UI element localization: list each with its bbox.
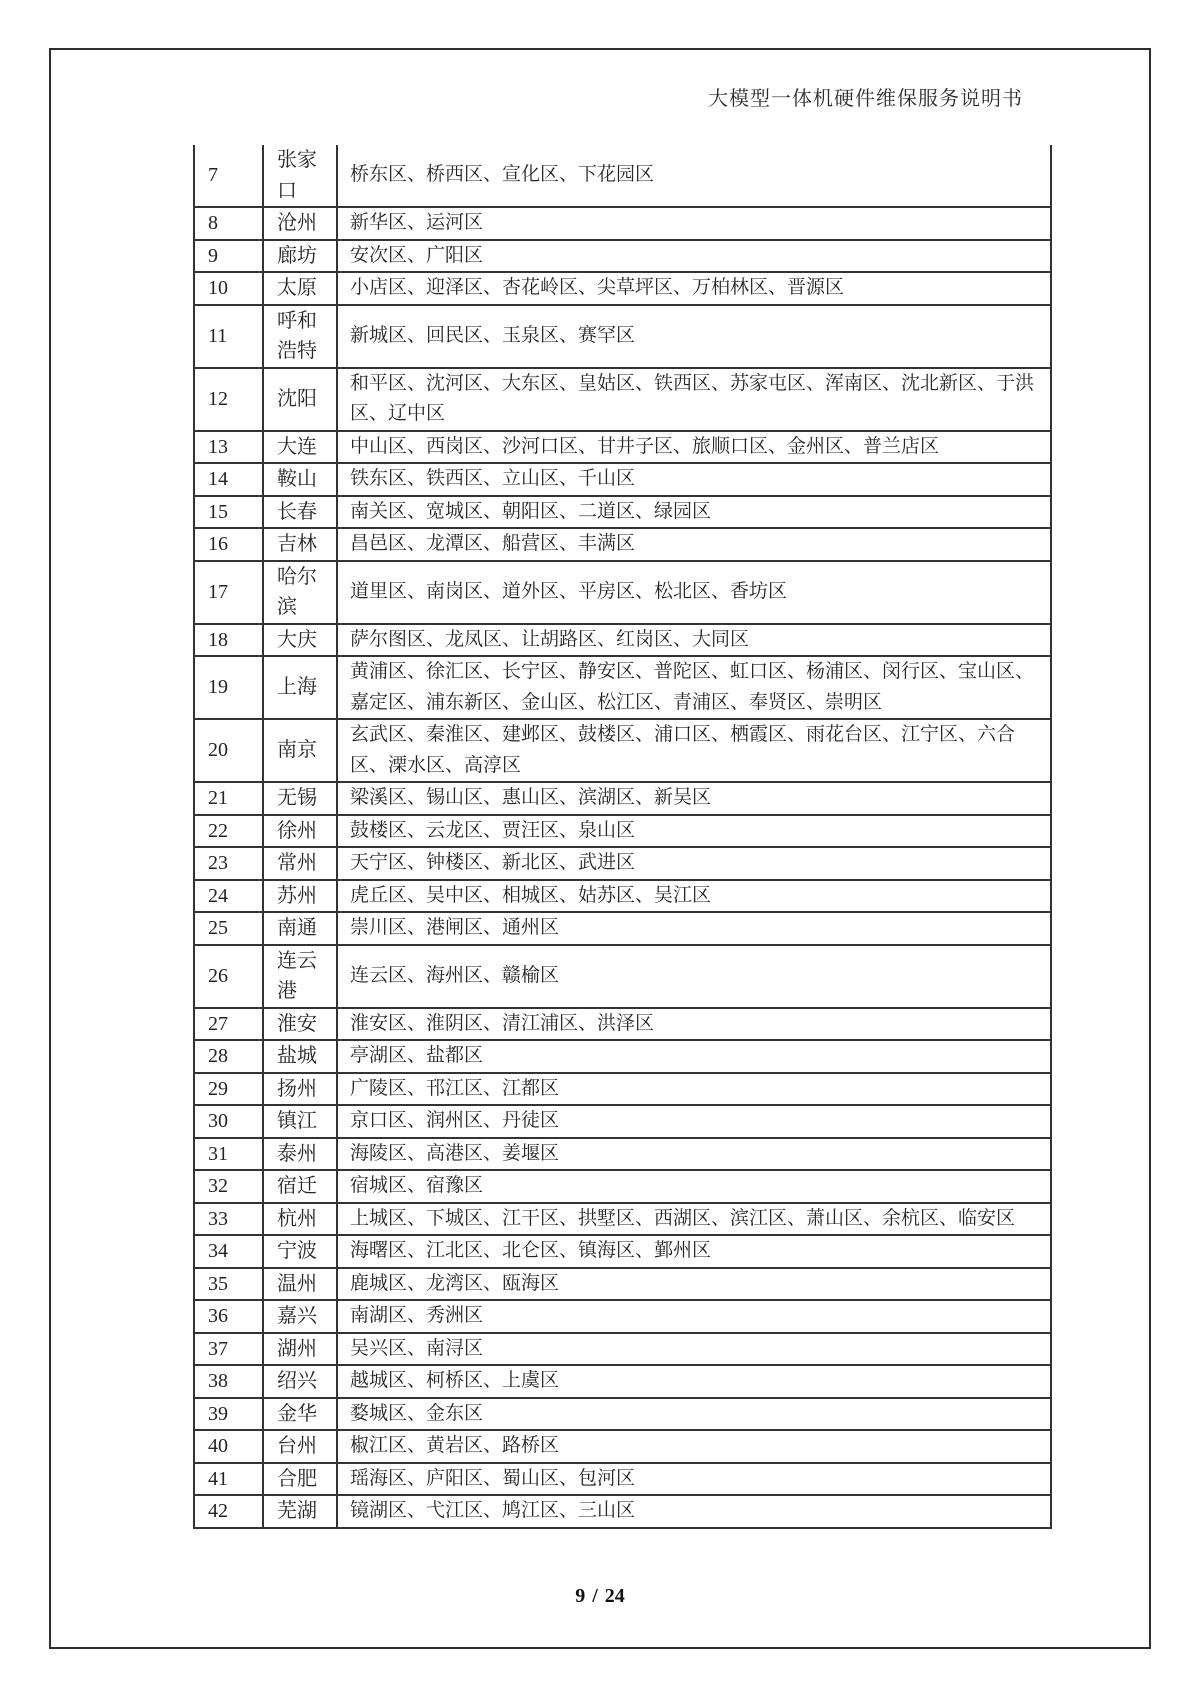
districts-cell: 鼓楼区、云龙区、贾汪区、泉山区 — [337, 815, 1051, 848]
city-cell: 镇江 — [263, 1105, 337, 1138]
city-cell: 常州 — [263, 847, 337, 880]
city-cell: 台州 — [263, 1430, 337, 1463]
row-number-cell: 18 — [194, 624, 263, 657]
page-footer — [0, 1585, 1200, 1608]
row-number-cell: 29 — [194, 1073, 263, 1106]
row-number-cell: 21 — [194, 782, 263, 815]
districts-cell: 和平区、沈河区、大东区、皇姑区、铁西区、苏家屯区、浑南区、沈北新区、于洪区、辽中区 — [337, 368, 1051, 431]
row-number-cell: 27 — [194, 1008, 263, 1041]
table-row — [194, 1138, 1051, 1171]
districts-cell: 宿城区、宿豫区 — [337, 1170, 1051, 1203]
table-row — [194, 463, 1051, 496]
row-number-cell: 31 — [194, 1138, 263, 1171]
city-cell: 沧州 — [263, 207, 337, 240]
city-cell: 吉林 — [263, 528, 337, 561]
city-cell: 合肥 — [263, 1463, 337, 1496]
row-number-cell: 38 — [194, 1365, 263, 1398]
districts-cell: 海陵区、高港区、姜堰区 — [337, 1138, 1051, 1171]
districts-cell: 镜湖区、弋江区、鸠江区、三山区 — [337, 1495, 1051, 1528]
districts-cell: 广陵区、邗江区、江都区 — [337, 1073, 1051, 1106]
row-number-cell: 34 — [194, 1235, 263, 1268]
city-cell: 绍兴 — [263, 1365, 337, 1398]
table-row — [194, 1235, 1051, 1268]
table-row — [194, 656, 1051, 719]
districts-cell: 海曙区、江北区、北仑区、镇海区、鄞州区 — [337, 1235, 1051, 1268]
row-number-cell: 16 — [194, 528, 263, 561]
table-row — [194, 305, 1051, 368]
row-number-cell: 28 — [194, 1040, 263, 1073]
footer-separator: / — [592, 1585, 598, 1607]
districts-cell: 黄浦区、徐汇区、长宁区、静安区、普陀区、虹口区、杨浦区、闵行区、宝山区、嘉定区、浦东新区、金山区、松江区、青浦区、奉贤区、崇明区 — [337, 656, 1051, 719]
districts-cell: 京口区、润州区、丹徒区 — [337, 1105, 1051, 1138]
districts-cell: 瑶海区、庐阳区、蜀山区、包河区 — [337, 1463, 1051, 1496]
row-number-cell: 23 — [194, 847, 263, 880]
table-row — [194, 912, 1051, 945]
city-cell: 大庆 — [263, 624, 337, 657]
districts-cell: 昌邑区、龙潭区、船营区、丰满区 — [337, 528, 1051, 561]
table-row — [194, 1333, 1051, 1366]
document-header-title: 大模型一体机硬件维保服务说明书 — [708, 88, 1023, 110]
row-number-cell: 20 — [194, 719, 263, 782]
city-district-table — [193, 145, 1052, 1529]
row-number-cell: 14 — [194, 463, 263, 496]
table-row — [194, 1105, 1051, 1138]
districts-cell: 玄武区、秦淮区、建邺区、鼓楼区、浦口区、栖霞区、雨花台区、江宁区、六合区、溧水区、高淳区 — [337, 719, 1051, 782]
districts-cell: 萨尔图区、龙凤区、让胡路区、红岗区、大同区 — [337, 624, 1051, 657]
table-row — [194, 1170, 1051, 1203]
city-cell: 芜湖 — [263, 1495, 337, 1528]
row-number-cell: 42 — [194, 1495, 263, 1528]
table-row — [194, 945, 1051, 1008]
districts-cell: 道里区、南岗区、道外区、平房区、松北区、香坊区 — [337, 561, 1051, 624]
table-row — [194, 1495, 1051, 1528]
city-cell: 沈阳 — [263, 368, 337, 431]
city-cell: 连云港 — [263, 945, 337, 1008]
table-row — [194, 1203, 1051, 1236]
row-number-cell: 36 — [194, 1300, 263, 1333]
city-cell: 太原 — [263, 272, 337, 305]
row-number-cell: 37 — [194, 1333, 263, 1366]
districts-cell: 鹿城区、龙湾区、瓯海区 — [337, 1268, 1051, 1301]
row-number-cell: 9 — [194, 240, 263, 273]
city-cell: 嘉兴 — [263, 1300, 337, 1333]
city-cell: 大连 — [263, 431, 337, 464]
table-row — [194, 207, 1051, 240]
city-cell: 杭州 — [263, 1203, 337, 1236]
districts-cell: 中山区、西岗区、沙河口区、甘井子区、旅顺口区、金州区、普兰店区 — [337, 431, 1051, 464]
districts-cell: 吴兴区、南浔区 — [337, 1333, 1051, 1366]
row-number-cell: 11 — [194, 305, 263, 368]
row-number-cell: 22 — [194, 815, 263, 848]
districts-cell: 铁东区、铁西区、立山区、千山区 — [337, 463, 1051, 496]
row-number-cell: 24 — [194, 880, 263, 913]
city-cell: 无锡 — [263, 782, 337, 815]
table-row — [194, 624, 1051, 657]
table-row — [194, 528, 1051, 561]
districts-cell: 梁溪区、锡山区、惠山区、滨湖区、新吴区 — [337, 782, 1051, 815]
city-cell: 温州 — [263, 1268, 337, 1301]
row-number-cell: 33 — [194, 1203, 263, 1236]
districts-cell: 淮安区、淮阴区、清江浦区、洪泽区 — [337, 1008, 1051, 1041]
city-cell: 南京 — [263, 719, 337, 782]
districts-cell: 上城区、下城区、江干区、拱墅区、西湖区、滨江区、萧山区、余杭区、临安区 — [337, 1203, 1051, 1236]
table-row — [194, 880, 1051, 913]
city-cell: 廊坊 — [263, 240, 337, 273]
districts-cell: 南湖区、秀洲区 — [337, 1300, 1051, 1333]
row-number-cell: 32 — [194, 1170, 263, 1203]
city-cell: 南通 — [263, 912, 337, 945]
table-row — [194, 1463, 1051, 1496]
table-row — [194, 368, 1051, 431]
city-cell: 湖州 — [263, 1333, 337, 1366]
row-number-cell: 7 — [194, 145, 263, 207]
table-row — [194, 1430, 1051, 1463]
city-cell: 呼和浩特 — [263, 305, 337, 368]
footer-total-pages: 24 — [604, 1585, 625, 1607]
districts-cell: 椒江区、黄岩区、路桥区 — [337, 1430, 1051, 1463]
table-row — [194, 240, 1051, 273]
city-cell: 淮安 — [263, 1008, 337, 1041]
city-cell: 宁波 — [263, 1235, 337, 1268]
city-cell: 上海 — [263, 656, 337, 719]
city-cell: 张家口 — [263, 145, 337, 207]
table-row — [194, 847, 1051, 880]
table-row — [194, 272, 1051, 305]
table-row — [194, 561, 1051, 624]
row-number-cell: 10 — [194, 272, 263, 305]
row-number-cell: 12 — [194, 368, 263, 431]
districts-cell: 新华区、运河区 — [337, 207, 1051, 240]
row-number-cell: 15 — [194, 496, 263, 529]
row-number-cell: 41 — [194, 1463, 263, 1496]
city-cell: 泰州 — [263, 1138, 337, 1171]
table-row — [194, 782, 1051, 815]
footer-page-number: 9 — [575, 1585, 586, 1607]
table-row — [194, 496, 1051, 529]
row-number-cell: 25 — [194, 912, 263, 945]
city-cell: 鞍山 — [263, 463, 337, 496]
districts-cell: 南关区、宽城区、朝阳区、二道区、绿园区 — [337, 496, 1051, 529]
row-number-cell: 40 — [194, 1430, 263, 1463]
row-number-cell: 13 — [194, 431, 263, 464]
table-row — [194, 1008, 1051, 1041]
districts-cell: 天宁区、钟楼区、新北区、武进区 — [337, 847, 1051, 880]
table-row — [194, 145, 1051, 207]
row-number-cell: 30 — [194, 1105, 263, 1138]
row-number-cell: 8 — [194, 207, 263, 240]
table-row — [194, 1268, 1051, 1301]
table-row — [194, 719, 1051, 782]
city-cell: 徐州 — [263, 815, 337, 848]
city-cell: 盐城 — [263, 1040, 337, 1073]
city-cell: 长春 — [263, 496, 337, 529]
city-cell: 苏州 — [263, 880, 337, 913]
districts-cell: 安次区、广阳区 — [337, 240, 1051, 273]
table-row — [194, 1073, 1051, 1106]
table-row — [194, 1365, 1051, 1398]
districts-cell: 虎丘区、吴中区、相城区、姑苏区、吴江区 — [337, 880, 1051, 913]
table-row — [194, 815, 1051, 848]
city-cell: 金华 — [263, 1398, 337, 1431]
districts-cell: 亭湖区、盐都区 — [337, 1040, 1051, 1073]
districts-cell: 崇川区、港闸区、通州区 — [337, 912, 1051, 945]
city-district-table-body — [194, 145, 1051, 1528]
districts-cell: 新城区、回民区、玉泉区、赛罕区 — [337, 305, 1051, 368]
table-row — [194, 1300, 1051, 1333]
districts-cell: 婺城区、金东区 — [337, 1398, 1051, 1431]
districts-cell: 小店区、迎泽区、杏花岭区、尖草坪区、万柏林区、晋源区 — [337, 272, 1051, 305]
table-row — [194, 1398, 1051, 1431]
table-row — [194, 1040, 1051, 1073]
row-number-cell: 17 — [194, 561, 263, 624]
districts-cell: 桥东区、桥西区、宣化区、下花园区 — [337, 145, 1051, 207]
row-number-cell: 19 — [194, 656, 263, 719]
districts-cell: 连云区、海州区、赣榆区 — [337, 945, 1051, 1008]
districts-cell: 越城区、柯桥区、上虞区 — [337, 1365, 1051, 1398]
city-cell: 哈尔滨 — [263, 561, 337, 624]
table-row — [194, 431, 1051, 464]
row-number-cell: 39 — [194, 1398, 263, 1431]
city-cell: 宿迁 — [263, 1170, 337, 1203]
row-number-cell: 35 — [194, 1268, 263, 1301]
city-cell: 扬州 — [263, 1073, 337, 1106]
row-number-cell: 26 — [194, 945, 263, 1008]
